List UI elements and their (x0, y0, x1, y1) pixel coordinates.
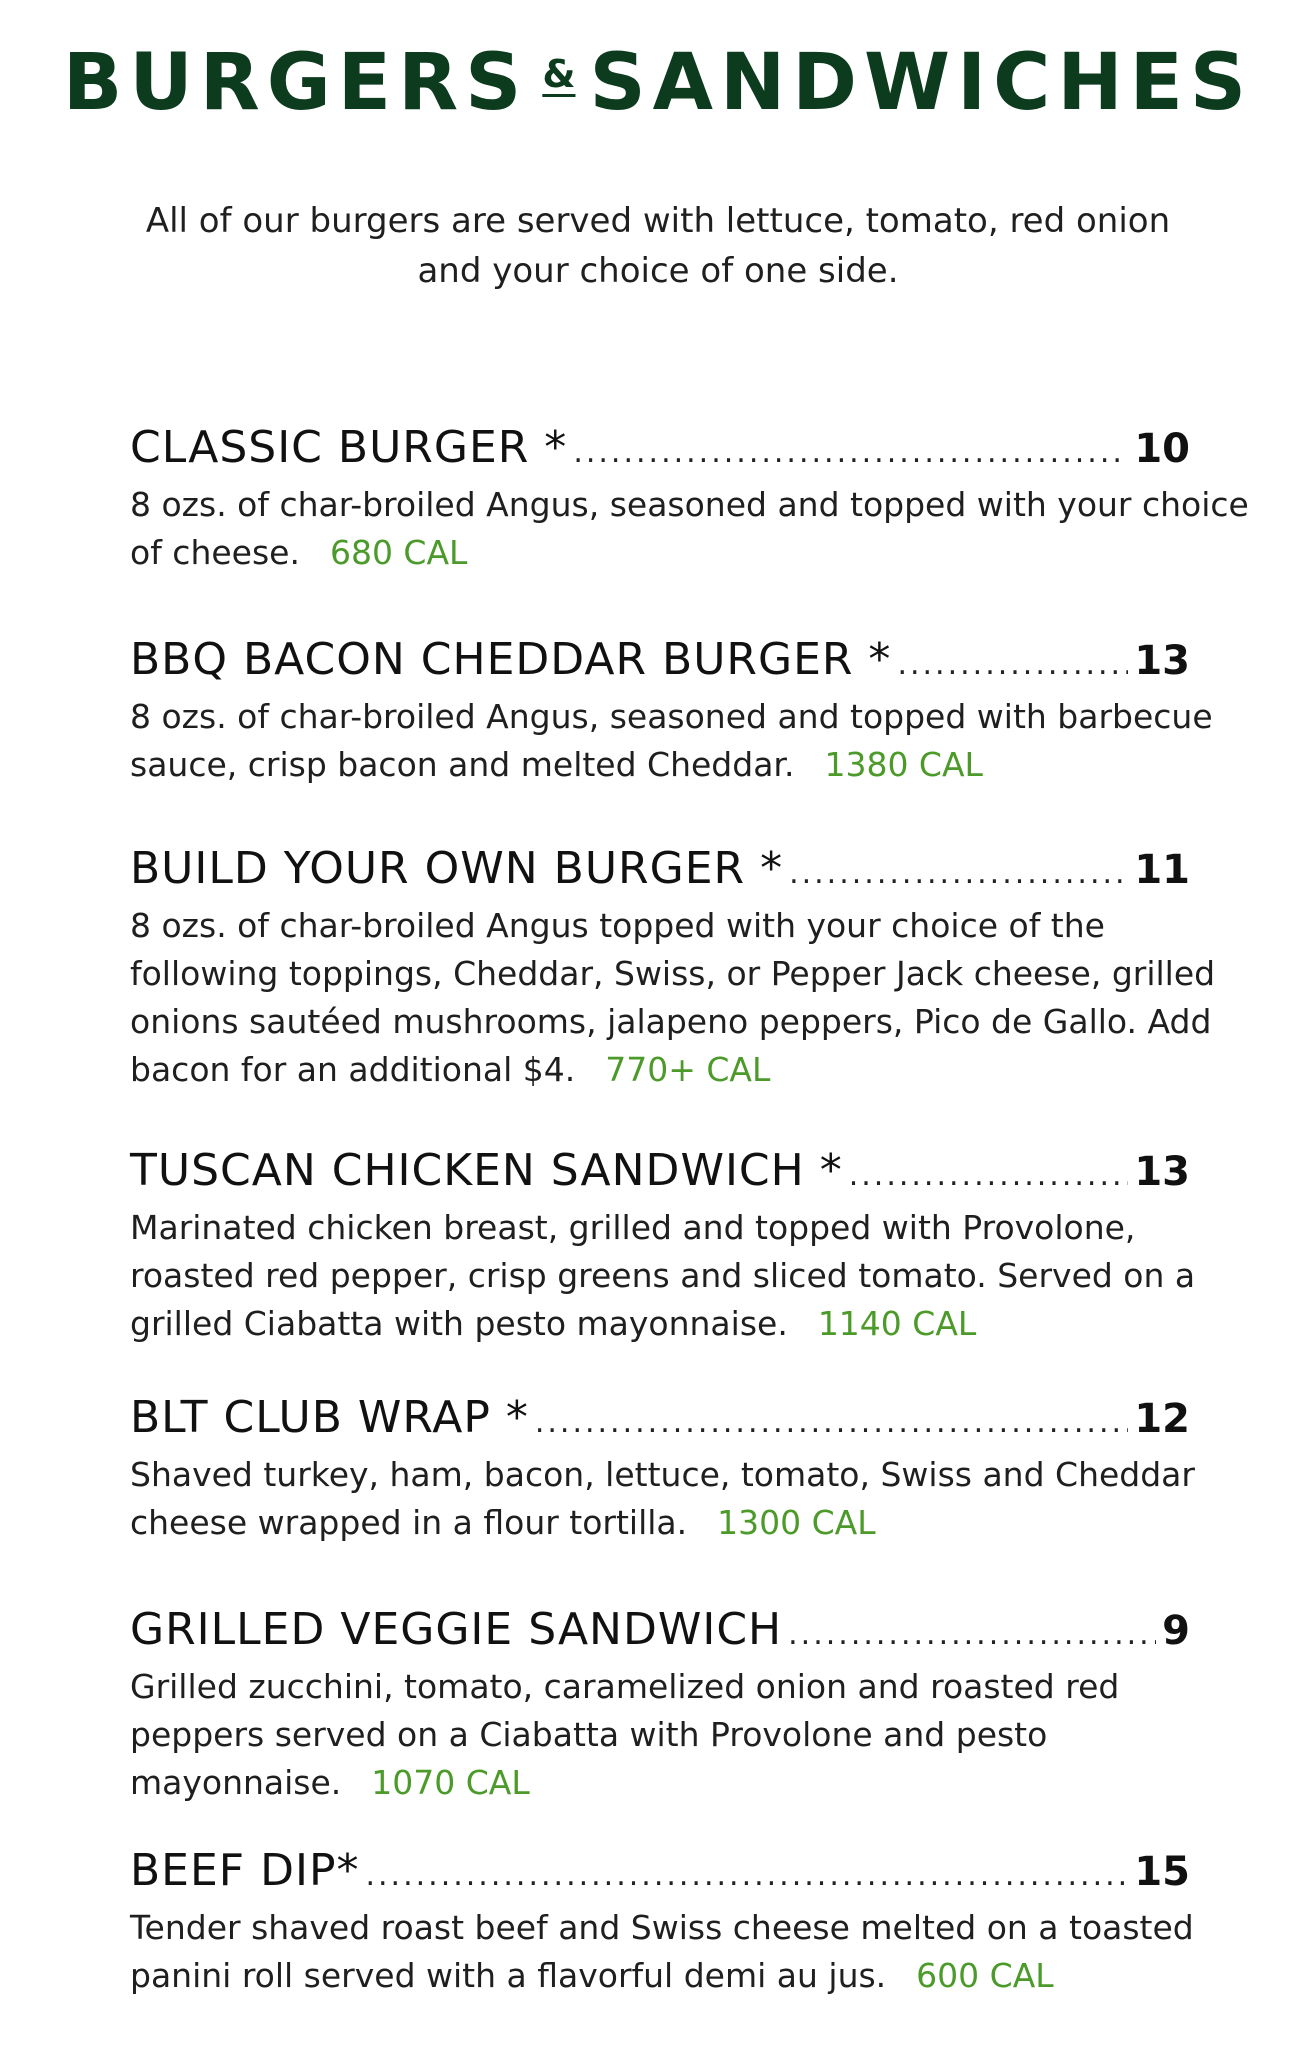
menu-item-name: CLASSIC BURGER * (130, 422, 568, 473)
menu-item-header (130, 1604, 1190, 1655)
menu-item-price: 12 (1134, 1396, 1190, 1442)
menu-item-price: 13 (1134, 1149, 1190, 1195)
menu-item-price: 15 (1134, 1849, 1190, 1895)
menu-item-bbq-bacon-cheddar-burger (130, 634, 1260, 789)
menu-item-header (130, 1145, 1190, 1196)
menu-item-description (130, 693, 1260, 789)
title-word-burgers: BURGERS (62, 38, 529, 128)
menu-item-description (130, 481, 1260, 577)
menu-item-calories: 600 CAL (916, 1956, 1054, 1995)
menu-item-header (130, 1392, 1190, 1443)
menu-item-name: GRILLED VEGGIE SANDWICH (130, 1604, 783, 1655)
menu-item-calories: 1380 CAL (824, 745, 983, 784)
dot-leader (789, 856, 1128, 891)
menu-item-price: 9 (1162, 1608, 1190, 1654)
dot-leader (535, 1405, 1128, 1440)
dot-leader (849, 1158, 1129, 1193)
menu-item-tuscan-chicken-sandwich (130, 1145, 1260, 1348)
menu-item-classic-burger (130, 422, 1260, 577)
menu-item-price: 11 (1134, 847, 1190, 893)
menu-item-calories: 770+ CAL (605, 1050, 771, 1089)
menu-item-calories: 1300 CAL (717, 1503, 876, 1542)
menu-item-description-text: 8 ozs. of char-broiled Angus topped with your choice of the following toppings, Cheddar, Swiss, or Pepper Jack cheese, grilled onions sautéed mushrooms, jalapeno peppers, Pico de Gallo. Add bacon for an additional $4. (130, 906, 1216, 1089)
menu-item-description-text: Marinated chicken breast, grilled and topped with Provolone, roasted red pepper, crisp greens and sliced tomato. Served on a grilled Ciabatta with pesto mayonnaise. (130, 1208, 1196, 1343)
menu-item-header (130, 422, 1190, 473)
page-title (0, 38, 1316, 128)
menu-item-description (130, 1204, 1260, 1348)
title-word-sandwiches: SANDWICHES (589, 38, 1254, 128)
menu-item-description-text: Tender shaved roast beef and Swiss cheese melted on a toasted panini roll served with a flavorful demi au jus. (130, 1908, 1194, 1995)
menu-item-description (130, 1451, 1260, 1547)
menu-item-header (130, 634, 1190, 685)
menu-item-calories: 1140 CAL (817, 1304, 977, 1343)
dot-leader (788, 1617, 1156, 1652)
dot-leader (573, 435, 1128, 470)
menu-item-description-text: Grilled zucchini, tomato, caramelized onion and roasted red peppers served on a Ciabatta with Provolone and pesto mayonnaise. (130, 1667, 1120, 1802)
menu-item-name: TUSCAN CHICKEN SANDWICH * (130, 1145, 843, 1196)
menu-item-description (130, 902, 1260, 1094)
title-ampersand: & (542, 52, 576, 96)
dot-leader (897, 647, 1128, 682)
menu-item-calories: 680 CAL (329, 533, 468, 572)
menu-item-name: BUILD YOUR OWN BURGER * (130, 843, 784, 894)
menu-item-blt-club-wrap (130, 1392, 1260, 1547)
menu-item-beef-dip (130, 1845, 1260, 2000)
menu-item-name: BEEF DIP* (130, 1845, 360, 1896)
menu-item-calories: 1070 CAL (371, 1763, 530, 1802)
menu-item-name: BBQ BACON CHEDDAR BURGER * (130, 634, 892, 685)
menu-item-build-your-own-burger (130, 843, 1260, 1094)
dot-leader (365, 1858, 1128, 1893)
menu-item-description (130, 1663, 1260, 1807)
menu-item-description-text: 8 ozs. of char-broiled Angus, seasoned and topped with barbecue sauce, crisp bacon and melted Cheddar. (130, 697, 1213, 784)
menu-item-description (130, 1904, 1260, 2000)
menu-item-price: 10 (1134, 426, 1190, 472)
menu-item-grilled-veggie-sandwich (130, 1604, 1260, 1807)
menu-item-description-text: Shaved turkey, ham, bacon, lettuce, tomato, Swiss and Cheddar cheese wrapped in a flour tortilla. (130, 1455, 1195, 1542)
intro-text: All of our burgers are served with lettuce, tomato, red onion and your choice of one side. (145, 201, 1171, 291)
menu-item-price: 13 (1134, 638, 1190, 684)
menu-item-description-text: 8 ozs. of char-broiled Angus, seasoned and topped with your choice of cheese. (130, 485, 1249, 572)
menu-item-name: BLT CLUB WRAP * (130, 1392, 529, 1443)
menu-item-header (130, 843, 1190, 894)
menu-item-header (130, 1845, 1190, 1896)
